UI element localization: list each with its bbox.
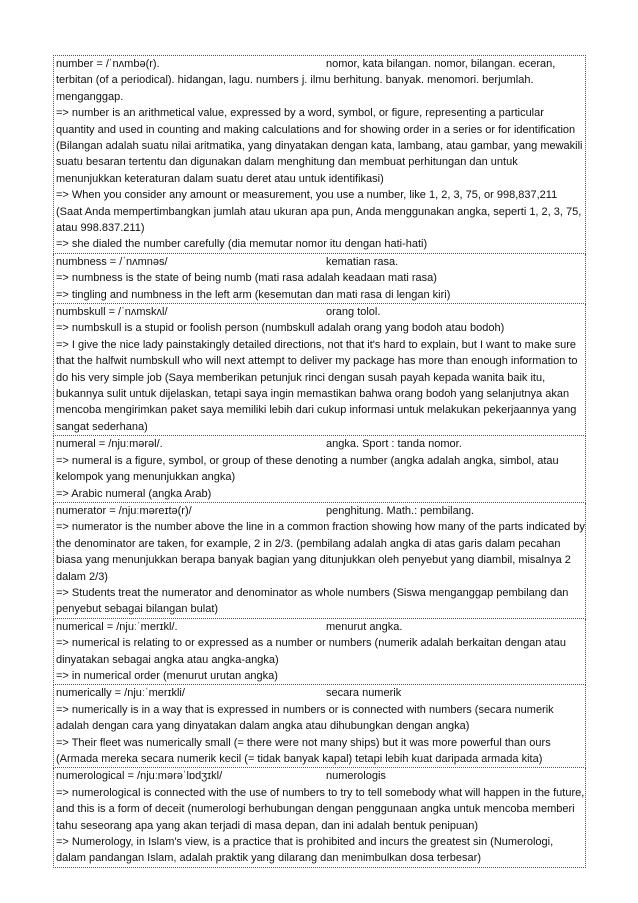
entry-numbskull <box>53 304 586 436</box>
example-line: => I give the nice lady painstakingly detailed directions, not that it's hard to explain, but I want to make sure that the halfwit numbskull who will next attempt to deliver my package has more than enough information to do his very simple job (Saya memberikan petunjuk rinci dengan susah payah kepada wanita baik itu, bukannya sulit untuk dijelaskan, tetapi saya ingin memastikan bahwa orang bodoh yang selanjutnya akan mencoba mengirimkan paket saya memiliki lebih dari cukup informasi untuk melakukan pekerjaannya yang sangat sederhana) <box>56 338 578 433</box>
example-line: => Students treat the numerator and denominator as whole numbers (Siswa menganggap pembilang dan penyebut sebagai bilangan bulat) <box>56 586 569 616</box>
headword: number = /ˈnʌmbə(r). <box>56 58 160 70</box>
entry-header <box>56 436 585 452</box>
translation: angka. Sport : tanda nomor. <box>326 438 462 451</box>
translation: nomor, kata bilangan. nomor, bilangan. eceran, <box>326 58 556 70</box>
headword: numerical = /njuːˈmerɪkl/. <box>56 620 178 633</box>
definition-line: => numbness is the state of being numb (mati rasa adalah keadaan mati rasa) <box>56 272 437 285</box>
headword: numeral = /njuːmərəl/. <box>56 438 163 451</box>
translation: kematian rasa. <box>326 255 399 268</box>
translation: menurut angka. <box>326 620 403 633</box>
headword: numerological = /njuːmərəˈlɒdʒɪkl/ <box>56 770 223 783</box>
headword: numerator = /njuːməreɪtə(r)/ <box>56 504 192 517</box>
definition-line: terbitan (of a periodical). hidangan, lagu. numbers j. ilmu berhitung. banyak. menomori. berjumlah. <box>56 74 534 87</box>
entry-numerical <box>53 619 586 686</box>
example-line: => she dialed the number carefully (dia memutar nomor itu dengan hati-hati) <box>56 238 428 251</box>
example-line: => When you consider any amount or measurement, you use a number, like 1, 2, 3, 75, or 998,837,211 (Saat Anda mempertimbangkan jumlah atau ukuran apa pun, Anda menggunakan angka, seperti 1, 2, 3, 75, atau 998.837.211) <box>56 189 582 235</box>
definition-line: => numerological is connected with the use of numbers to try to tell somebody what will happen in the future, and this is a form of deceit (numerologi berhubungan dengan penggunaan angka untuk mencoba memberi tahu seseorang apa yang akan terjadi di masa depan, dan ini adalah bentuk penipuan) <box>56 786 585 832</box>
entry-header <box>56 619 585 635</box>
translation: numerologis <box>326 770 386 783</box>
definition-line: => numerically is in a way that is expressed in numbers or is connected with numbers (secara numerik adalah dengan cara yang dinyatakan dalam angka atau dihubungkan dengan angka) <box>56 703 554 733</box>
translation: orang tolol. <box>326 306 381 319</box>
entry-header <box>56 56 585 72</box>
example-line: => in numerical order (menurut urutan angka) <box>56 669 278 682</box>
example-line: => Arabic numeral (angka Arab) <box>56 487 212 500</box>
example-line: => Their fleet was numerically small (= there were not many ships) but it was more powerful than ours (Armada mereka secara numerik kecil (= tidak banyak kapal) tetapi lebih kuat daripada armada kita) <box>56 736 551 765</box>
translation: penghitung. Math.: pembilang. <box>326 504 474 517</box>
translation: secara numerik <box>326 687 402 700</box>
definition-line: => number is an arithmetical value, expressed by a word, symbol, or figure, representing a particular quantity and used in counting and making calculations and for showing order in a series or for identification (Bilangan adalah suatu nilai aritmatika, yang dinyatakan dengan kata, lambang, atau gambar, yang mewakili suatu besaran tertentu dan digunakan dalam menghitung dan membuat perhitungan dan untuk menunjukkan keteraturan dalam suatu deret atau untuk identifikasi) <box>56 107 583 185</box>
headword: numbness = /ˈnʌmnəs/ <box>56 255 168 268</box>
entry-numeral <box>53 436 586 503</box>
entry-header <box>56 254 585 270</box>
entry-numerator <box>53 503 586 619</box>
dictionary-document <box>53 55 586 868</box>
definition-line: menganggap. <box>56 90 124 103</box>
example-line: => tingling and numbness in the left arm (kesemutan dan mati rasa di lengan kiri) <box>56 288 451 301</box>
definition-line: => numeral is a figure, symbol, or group of these denoting a number (angka adalah angka, simbol, atau kelompok yang menunjukkan angka) <box>56 454 559 484</box>
definition-line: => numerical is relating to or expressed as a number or numbers (numerik adalah berkaitan dengan atau dinyatakan sebagai angka atau angka-angka) <box>56 637 566 666</box>
entry-header <box>56 503 585 519</box>
example-line: => Numerology, in Islam's view, is a practice that is prohibited and incurs the greatest sin (Numerologi, dalam pandangan Islam, adalah praktik yang dilarang dan menimbulkan dosa terbesar) <box>56 835 554 865</box>
definition-line: => numbskull is a stupid or foolish person (numbskull adalah orang yang bodoh atau bodoh) <box>56 322 505 335</box>
entry-header <box>56 685 585 701</box>
definition-line: => numerator is the number above the line in a common fraction showing how many of the parts indicated by the denominator are taken, for example, 2 in 2/3. (pembilang adalah angka di atas garis dalam pecahan biasa yang menunjukkan berapa banyak bagian yang ditunjukkan oleh penyebut yang diambil, misalnya 2 dalam 2/3) <box>56 521 585 583</box>
headword: numerically = /njuːˈmerɪkli/ <box>56 687 185 700</box>
entry-numbness <box>53 254 586 304</box>
entry-header <box>56 768 585 784</box>
entry-header <box>56 304 585 320</box>
entry-number <box>53 55 586 254</box>
headword: numbskull = /ˈnʌmskʌl/ <box>56 306 168 319</box>
entry-numerological <box>53 768 586 867</box>
entry-numerically <box>53 685 586 768</box>
